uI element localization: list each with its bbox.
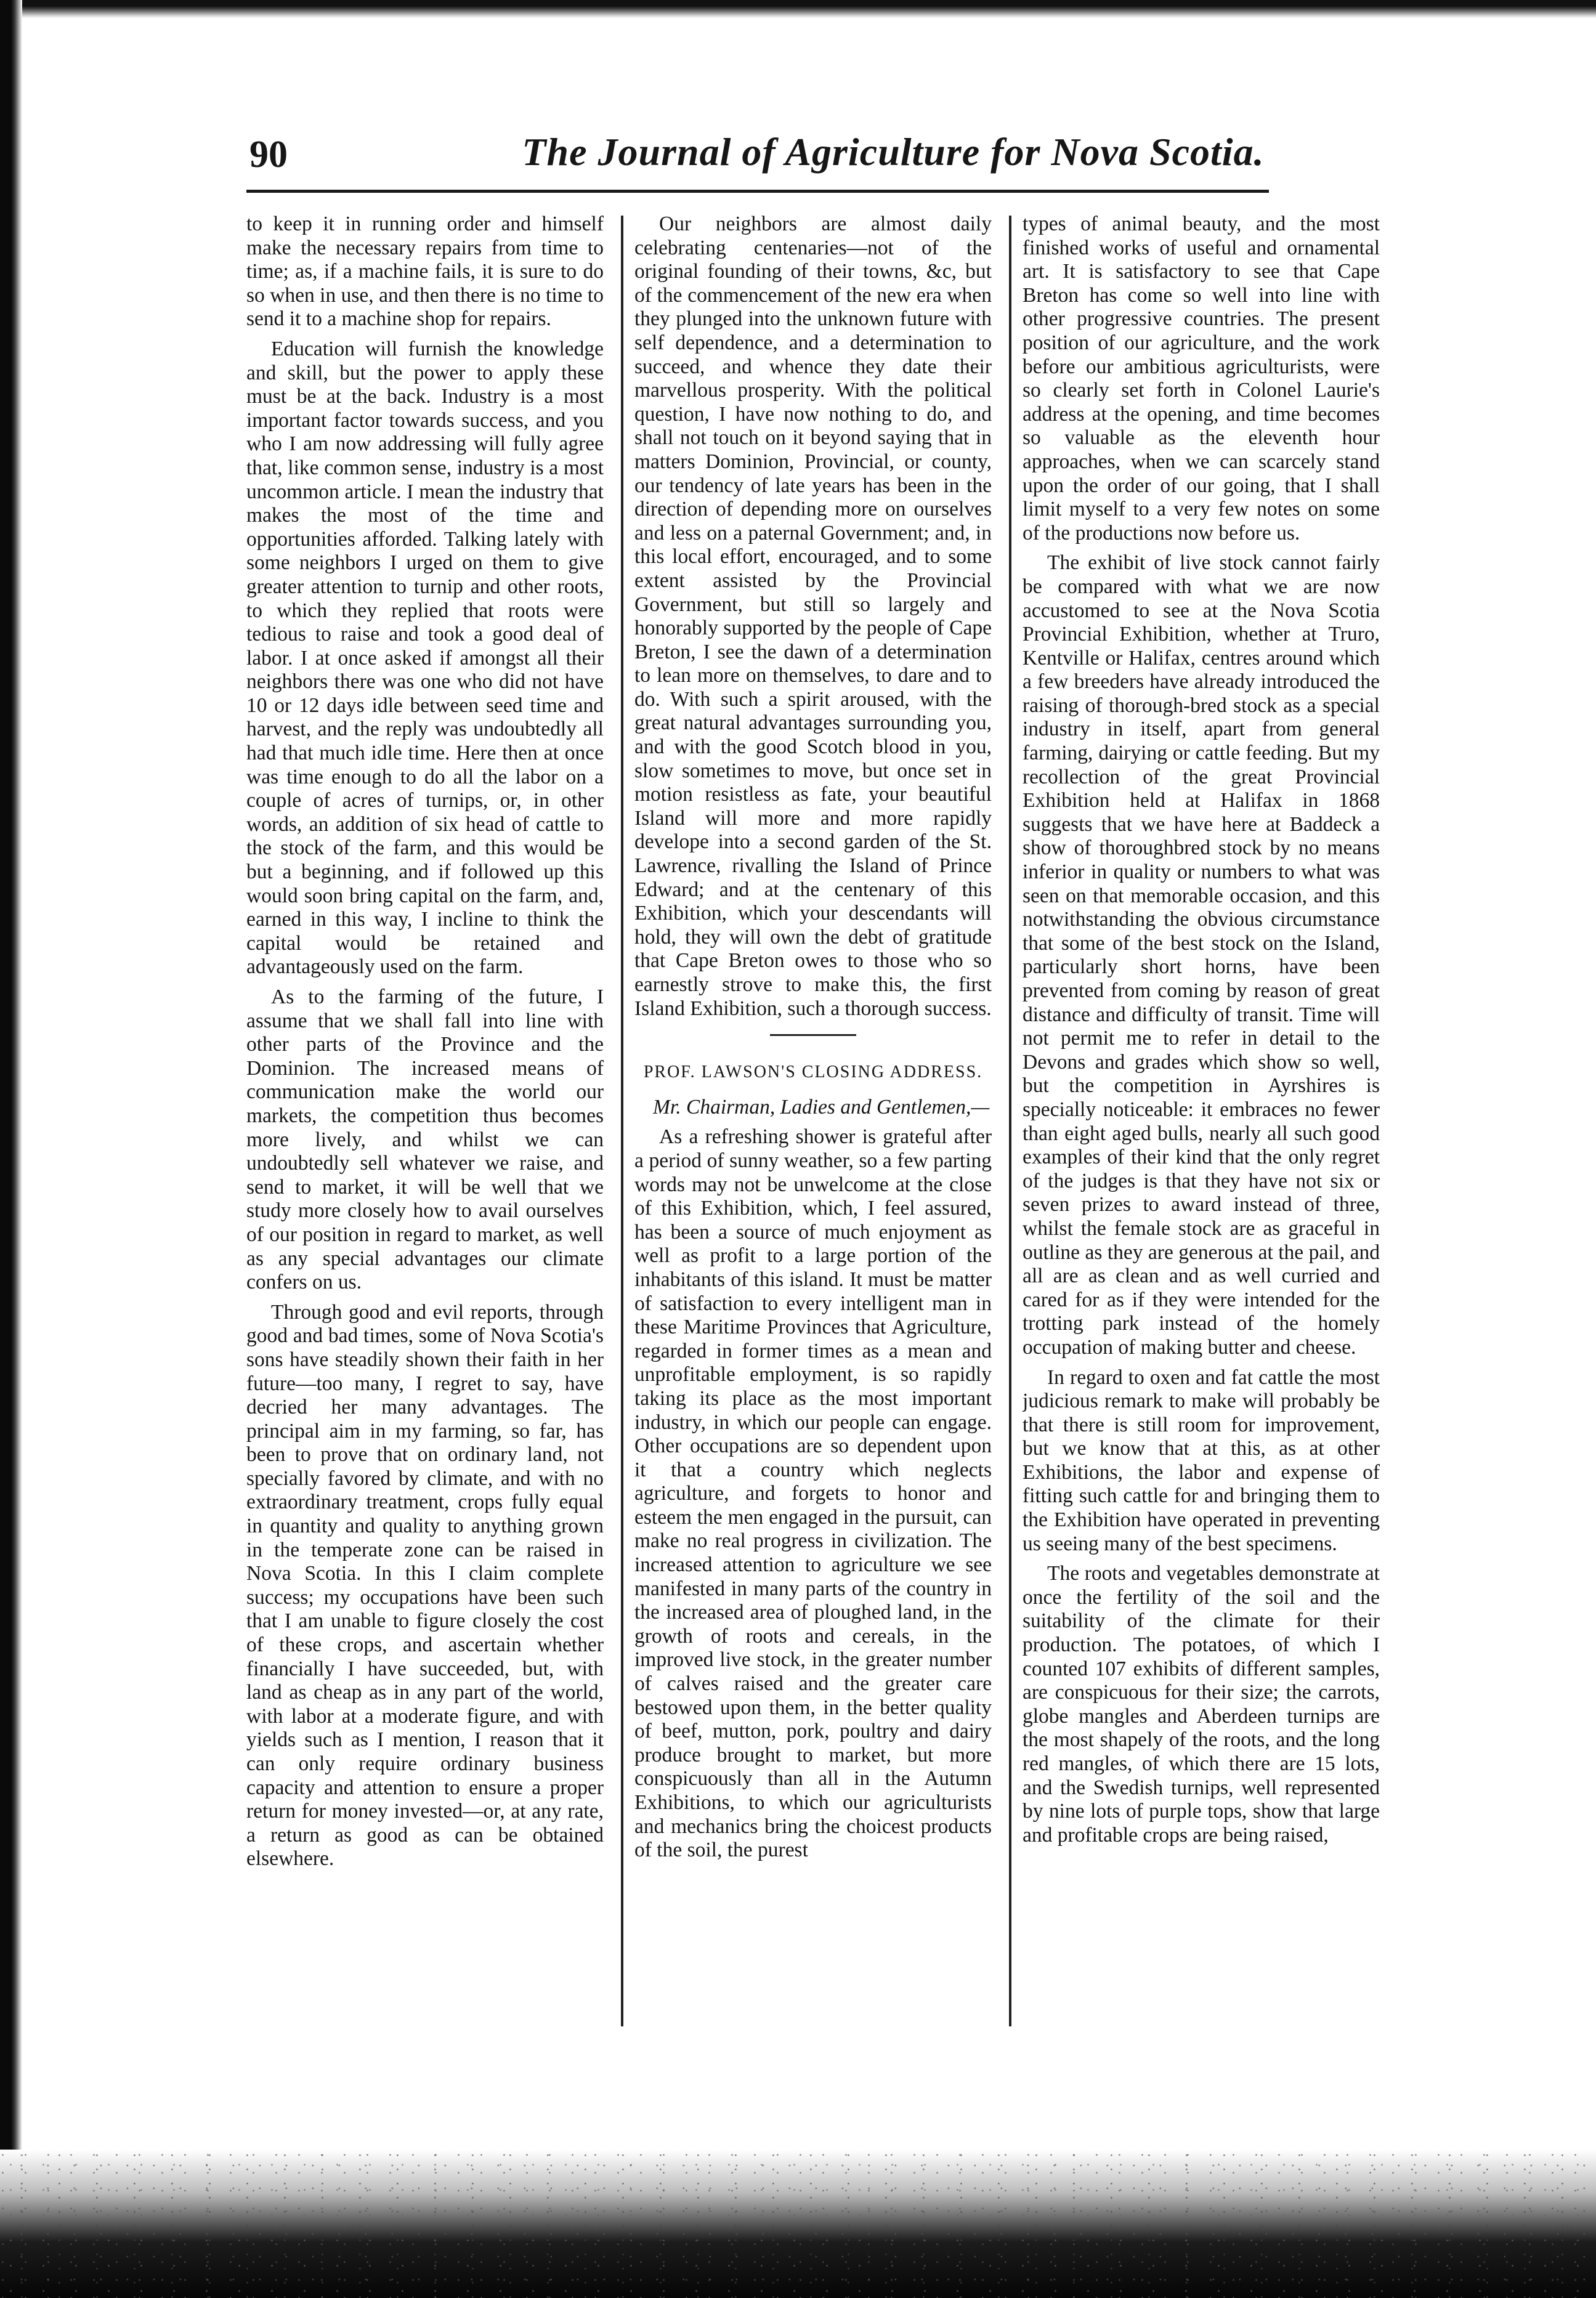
- column-3: [1023, 212, 1380, 2060]
- scan-edge-spine: [0, 0, 22, 2298]
- column-2: [634, 212, 992, 2060]
- paragraph: As a refreshing shower is grateful after a period of sunny weather, so a few parting words may not be unwelcome at the close of this Exhibition, which, I feel assured, has been a source of much enjoyment as well as profit to a large portion of the inhabitants of this island. It must be matter of satisfaction to every intelligent man in these Maritime Provinces that Agriculture, regarded in former times as a mean and unprofitable employment, is so rapidly taking its place as the most important industry, in which our people can engage. Other occupations are so dependent upon it that a country which neglects agriculture, and forgets to honor and esteem the men engaged in the pursuit, can make no real progress in civilization. The increased attention to agriculture we see manifested in many parts of the country in the increased area of ploughed land, in the growth of roots and cereals, in the improved live stock, in the greater number of calves raised and the greater care bestowed upon them, in the better quality of beef, mutton, pork, poultry and dairy produce brought to market, but more conspicuously than all in the Autumn Exhibitions, to which our agriculturists and mechanics bring the choicest products of the soil, the purest: [634, 1125, 992, 1862]
- scan-edge-top: [0, 0, 1596, 18]
- page-number: 90: [249, 134, 288, 176]
- paragraph: The exhibit of live stock cannot fairly be compared with what we are now accustomed to see at the Nova Scotia Provincial Exhibition, whether at Truro, Kentville or Halifax, centres around which a few breeders have already introduced the raising of thorough-bred stock as a special industry in itself, apart from general farming, dairying or cattle feeding. But my recollection of the great Provincial Exhibition held at Halifax in 1868 suggests that we have here at Baddeck a show of thoroughbred stock by no means inferior in quality or numbers to what was seen on that memorable occasion, and this notwithstanding the obvious circumstance that some of the best stock on the Island, particularly short horns, have been prevented from coming by reason of great distance and difficulty of transit. Time will not permit me to refer in detail to the Devons and grades which show so well, but the competition in Ayrshires is specially noticeable: it embraces no fewer than eight aged bulls, nearly all such good examples of their kind that the only regret of the judges is that they have not six or seven prizes to award instead of three, whilst the female stock are as graceful in outline as they are generous at the pail, and all are as clean and as well curried and cared for as if they were intended for the trotting park instead of the homely occupation of making butter and cheese.: [1023, 551, 1380, 1359]
- header-rule: [246, 190, 1269, 193]
- column-1: [246, 212, 604, 2060]
- salutation: Mr. Chairman, Ladies and Gentlemen,—: [653, 1095, 990, 1119]
- paragraph: As to the farming of the future, I assume that we shall fall into line with other parts of the Province and the Dominion. The increased means of communication make the world our markets, the competition thus becomes more lively, and whilst we can undoubtedly sell whatever we raise, and send to market, it will be well that we study more closely how to avail ourselves of our position in regard to market, as well as any special advantages our climate confers on us.: [246, 985, 604, 1294]
- paragraph: Through good and evil reports, through good and bad times, some of Nova Scotia's sons have steadily shown their faith in her future—too many, I regret to say, have decried her many advantages. The principal aim in my farming, so far, has been to prove that on ordinary land, not specially favored by climate, and with no extraordinary treatment, crops fully equal in quantity and quality to anything grown in the temperate zone can be raised in Nova Scotia. In this I claim complete success; my occupations have been such that I am unable to figure closely the cost of these crops, and ascertain whether financially I have succeeded, but, with land as cheap as in any part of the world, with labor at a moderate figure, and with yields such as I mention, I reason that it can only require ordinary business capacity and attention to ensure a proper return for money invested—or, at any rate, a return as good as can be obtained elsewhere.: [246, 1300, 604, 1871]
- paragraph: to keep it in running order and himself make the necessary repairs from time to time; as, if a machine fails, it is sure to do so when in use, and then there is no time to send it to a machine shop for repairs.: [246, 212, 604, 331]
- column-divider: [621, 216, 623, 2026]
- paragraph: In regard to oxen and fat cattle the most judicious remark to make will probably be that there is still room for improvement, but we know that at this, as at other Exhibitions, the labor and expense of fitting such cattle for and bringing them to the Exhibition have operated in preventing us seeing many of the best specimens.: [1023, 1365, 1380, 1555]
- section-heading: PROF. LAWSON'S CLOSING ADDRESS.: [643, 1062, 983, 1082]
- column-divider: [1009, 216, 1011, 2026]
- scan-edge-bottom: [0, 2150, 1596, 2298]
- section-rule: [770, 1034, 856, 1036]
- paragraph: The roots and vegetables demonstrate at once the fertility of the soil and the suitability of the climate for their production. The potatoes, of which I counted 107 exhibits of different samples, are conspicuous for their size; the carrots, globe mangles and Aberdeen turnips are the most shapely of the roots, and the long red mangles, of which there are 15 lots, and the Swedish turnips, well represented by nine lots of purple tops, show that large and profitable crops are being raised,: [1023, 1562, 1380, 1847]
- running-title: The Journal of Agriculture for Nova Scotia.: [522, 130, 1265, 174]
- paragraph: Our neighbors are almost daily celebrating centenaries—not of the original founding of their towns, &c, but of the commencement of the new era when they plunged into the unknown future with self dependence, and a determination to succeed, and whence they date their marvellous prosperity. With the political question, I have now nothing to do, and shall not touch on it beyond saying that in matters Dominion, Provincial, or county, our tendency of late years has been in the direction of depending more on ourselves and less on a paternal Government; and, in this local effort, encouraged, and to some extent assisted by the Provincial Government, but still so largely and honorably supported by the people of Cape Breton, I see the dawn of a determination to lean more on themselves, to dare and to do. With such a spirit aroused, with the great natural advantages surrounding you, and with the good Scotch blood in you, slow sometimes to move, but once set in motion resistless as fate, your beautiful Island will more and more rapidly develope into a second garden of the St. Lawrence, rivalling the Island of Prince Edward; and at the centenary of this Exhibition, which your descendants will hold, they will own the debt of gratitude that Cape Breton owes to those who so earnestly strove to make this, the first Island Exhibition, such a thorough success.: [634, 212, 992, 1020]
- paragraph: Education will furnish the knowledge and skill, but the power to apply these must be at the back. Industry is a most important factor towards success, and you who I am now addressing will fully agree that, like common sense, industry is a most uncommon article. I mean the industry that makes the most of the time and opportunities afforded. Talking lately with some neighbors I urged on them to give greater attention to turnip and other roots, to which they replied that roots were tedious to raise and took a good deal of labor. I at once asked if amongst all their neighbors there was one who did not have 10 or 12 days idle between seed time and harvest, and the reply was undoubtedly all had that much idle time. Here then at once was time enough to do all the labor on a couple of acres of turnips, or, in other words, an addition of six head of cattle to the stock of the farm, and this would be but a beginning, and if followed up this would soon bring capital on the farm, and, earned in this way, I incline to think the capital would be retained and advantageously used on the farm.: [246, 337, 604, 979]
- paragraph: types of animal beauty, and the most finished works of useful and ornamental art. It is satisfactory to see that Cape Breton has come so well into line with other progressive countries. The present position of our agriculture, and the work before our ambitious agriculturists, were so clearly set forth in Colonel Laurie's address at the opening, and time becomes so valuable as the eleventh hour approaches, when we can scarcely stand upon the order of our going, that I shall limit myself to a very few notes on some of the productions now before us.: [1023, 212, 1380, 544]
